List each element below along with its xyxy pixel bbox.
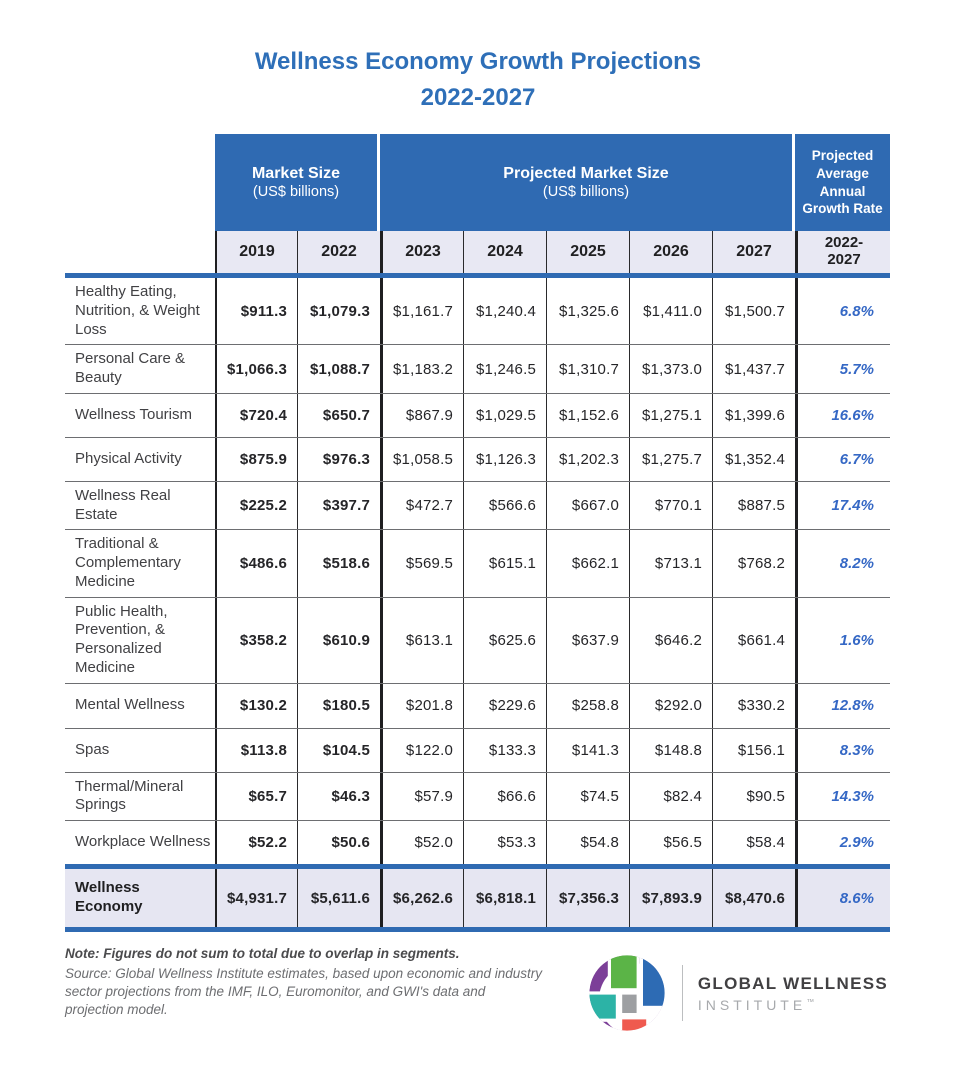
value-2027: $887.5 xyxy=(712,482,795,530)
year-header-2026: 2026 xyxy=(629,231,712,273)
value-2023: $1,058.5 xyxy=(380,438,463,481)
value-2022: $180.5 xyxy=(297,684,380,728)
value-2019: $225.2 xyxy=(215,482,297,530)
sector-label: Public Health, Prevention, & Personalized Medicine xyxy=(75,602,168,676)
growth-rate: 1.6% xyxy=(795,598,890,683)
value-2024: $66.6 xyxy=(463,773,546,821)
header-market-size xyxy=(215,134,380,231)
year-header-2019: 2019 xyxy=(215,231,297,273)
value-2023: $472.7 xyxy=(380,482,463,530)
sector-label: Healthy Eating, Nutrition, & Weight Loss xyxy=(75,283,200,338)
value-2024: $1,029.5 xyxy=(463,394,546,437)
growth-rate: 2.9% xyxy=(795,821,890,864)
table-group-header xyxy=(65,134,890,231)
value-2024: $229.6 xyxy=(463,684,546,728)
value-2026: $56.5 xyxy=(629,821,712,864)
total-2026: $7,893.9 xyxy=(629,869,712,927)
gwi-logo-icon xyxy=(587,953,667,1033)
value-2019: $875.9 xyxy=(215,438,297,481)
value-2024: $1,240.4 xyxy=(463,278,546,344)
value-2022: $1,079.3 xyxy=(297,278,380,344)
total-2027: $8,470.6 xyxy=(712,869,795,927)
header-growth-rate: Projected Average Annual Growth Rate xyxy=(795,134,890,231)
growth-rate: 5.7% xyxy=(795,345,890,393)
footnote-source: Source: Global Wellness Institute estimates, based upon economic and industry sector projections from the IMF, ILO, Euromonitor, and GWI's data and projection model. xyxy=(65,966,543,1018)
value-2026: $148.8 xyxy=(629,729,712,772)
value-2025: $74.5 xyxy=(546,773,629,821)
value-2026: $770.1 xyxy=(629,482,712,530)
value-2023: $569.5 xyxy=(380,530,463,596)
sector-label: Mental Wellness xyxy=(75,696,185,714)
total-2022: $5,611.6 xyxy=(297,869,380,927)
footnote-note: Note: Figures do not sum to total due to overlap in segments. xyxy=(65,946,460,961)
year-header-2024: 2024 xyxy=(463,231,546,273)
value-2023: $867.9 xyxy=(380,394,463,437)
infographic-canvas xyxy=(0,44,956,1068)
value-2026: $1,373.0 xyxy=(629,345,712,393)
value-2019: $113.8 xyxy=(215,729,297,772)
value-2022: $610.9 xyxy=(297,598,380,683)
value-2027: $156.1 xyxy=(712,729,795,772)
value-2022: $650.7 xyxy=(297,394,380,437)
growth-rate: 8.3% xyxy=(795,729,890,772)
sector-label: Physical Activity xyxy=(75,449,182,467)
value-2026: $292.0 xyxy=(629,684,712,728)
value-2027: $330.2 xyxy=(712,684,795,728)
growth-rate: 12.8% xyxy=(795,684,890,728)
table-bottom-rule xyxy=(65,927,890,932)
value-2027: $58.4 xyxy=(712,821,795,864)
header-market-size-title: Market Size xyxy=(251,165,341,182)
gwi-logo xyxy=(587,953,890,1033)
sector-label: Thermal/Mineral Springs xyxy=(75,777,184,814)
value-2026: $82.4 xyxy=(629,773,712,821)
sector-label: Spas xyxy=(75,740,110,758)
value-2022: $50.6 xyxy=(297,821,380,864)
value-2026: $1,411.0 xyxy=(629,278,712,344)
value-2019: $52.2 xyxy=(215,821,297,864)
header-projected-market-size xyxy=(380,134,795,231)
total-2023: $6,262.6 xyxy=(380,869,463,927)
value-2026: $1,275.1 xyxy=(629,394,712,437)
value-2025: $662.1 xyxy=(546,530,629,596)
logo-subname xyxy=(698,997,888,1013)
total-2019: $4,931.7 xyxy=(215,869,297,927)
sector-label: Wellness Tourism xyxy=(75,405,192,423)
table-row xyxy=(65,597,890,683)
value-2023: $613.1 xyxy=(380,598,463,683)
logo-name: GLOBAL WELLNESS xyxy=(697,973,888,993)
table-row xyxy=(65,820,890,864)
projections-table xyxy=(65,134,890,932)
table-row xyxy=(65,728,890,772)
growth-rate: 6.8% xyxy=(795,278,890,344)
value-2027: $1,437.7 xyxy=(712,345,795,393)
logo-divider xyxy=(682,965,683,1021)
value-2024: $53.3 xyxy=(463,821,546,864)
growth-rate: 14.3% xyxy=(795,773,890,821)
value-2019: $720.4 xyxy=(215,394,297,437)
value-2023: $52.0 xyxy=(380,821,463,864)
value-2022: $104.5 xyxy=(297,729,380,772)
value-2025: $141.3 xyxy=(546,729,629,772)
logo-subname-text: INSTITUTE xyxy=(697,996,807,1013)
total-growth-rate: 8.6% xyxy=(795,869,890,927)
year-header-spacer xyxy=(65,231,215,273)
growth-rate: 16.6% xyxy=(795,394,890,437)
value-2025: $1,310.7 xyxy=(546,345,629,393)
value-2027: $1,399.6 xyxy=(712,394,795,437)
value-2025: $1,152.6 xyxy=(546,394,629,437)
growth-rate: 6.7% xyxy=(795,438,890,481)
value-2027: $90.5 xyxy=(712,773,795,821)
value-2024: $133.3 xyxy=(463,729,546,772)
header-projected-subtitle: (US$ billions) xyxy=(542,184,630,200)
value-2025: $54.8 xyxy=(546,821,629,864)
value-2023: $1,161.7 xyxy=(380,278,463,344)
table-row xyxy=(65,529,890,596)
value-2019: $911.3 xyxy=(215,278,297,344)
value-2022: $1,088.7 xyxy=(297,345,380,393)
footer xyxy=(65,945,890,1033)
value-2024: $615.1 xyxy=(463,530,546,596)
table-row xyxy=(65,344,890,393)
growth-rate: 17.4% xyxy=(795,482,890,530)
year-header-2022: 2022 xyxy=(297,231,380,273)
value-2026: $646.2 xyxy=(629,598,712,683)
value-2025: $637.9 xyxy=(546,598,629,683)
year-header-row xyxy=(65,231,890,273)
value-2025: $1,325.6 xyxy=(546,278,629,344)
value-2019: $130.2 xyxy=(215,684,297,728)
value-2026: $1,275.7 xyxy=(629,438,712,481)
value-2019: $1,066.3 xyxy=(215,345,297,393)
value-2024: $1,126.3 xyxy=(463,438,546,481)
total-row xyxy=(65,869,890,927)
logo-wordmark xyxy=(698,974,888,1013)
value-2022: $46.3 xyxy=(297,773,380,821)
year-header-2027: 2027 xyxy=(712,231,795,273)
value-2027: $1,500.7 xyxy=(712,278,795,344)
sector-label: Traditional & Complementary Medicine xyxy=(75,535,181,590)
header-projected-title: Projected Market Size xyxy=(503,165,669,182)
year-header-2023: 2023 xyxy=(380,231,463,273)
value-2024: $566.6 xyxy=(463,482,546,530)
table-row xyxy=(65,278,890,344)
value-2019: $65.7 xyxy=(215,773,297,821)
sector-label: Workplace Wellness xyxy=(75,833,211,851)
value-2025: $258.8 xyxy=(546,684,629,728)
value-2022: $397.7 xyxy=(297,482,380,530)
value-2025: $1,202.3 xyxy=(546,438,629,481)
total-2025: $7,356.3 xyxy=(546,869,629,927)
value-2022: $976.3 xyxy=(297,438,380,481)
value-2023: $201.8 xyxy=(380,684,463,728)
year-header-2025: 2025 xyxy=(546,231,629,273)
value-2023: $1,183.2 xyxy=(380,345,463,393)
value-2027: $1,352.4 xyxy=(712,438,795,481)
value-2023: $57.9 xyxy=(380,773,463,821)
value-2019: $358.2 xyxy=(215,598,297,683)
value-2027: $768.2 xyxy=(712,530,795,596)
value-2024: $625.6 xyxy=(463,598,546,683)
growth-period-line1: 2022- xyxy=(824,234,864,252)
value-2024: $1,246.5 xyxy=(463,345,546,393)
footnotes xyxy=(65,945,570,1019)
total-2024: $6,818.1 xyxy=(463,869,546,927)
value-2027: $661.4 xyxy=(712,598,795,683)
sector-label: Personal Care & Beauty xyxy=(75,350,186,386)
value-2026: $713.1 xyxy=(629,530,712,596)
trademark-symbol: ™ xyxy=(806,996,815,1006)
value-2022: $518.6 xyxy=(297,530,380,596)
table-row xyxy=(65,481,890,530)
value-2025: $667.0 xyxy=(546,482,629,530)
value-2023: $122.0 xyxy=(380,729,463,772)
table-row xyxy=(65,437,890,481)
growth-rate: 8.2% xyxy=(795,530,890,596)
header-market-size-subtitle: (US$ billions) xyxy=(252,184,340,200)
page-title-line1: Wellness Economy Growth Projections xyxy=(254,48,702,75)
growth-period-line2: 2027 xyxy=(827,251,861,268)
growth-period-header xyxy=(795,231,890,273)
page-title xyxy=(0,44,956,116)
table-row xyxy=(65,772,890,821)
value-2019: $486.6 xyxy=(215,530,297,596)
table-row xyxy=(65,683,890,728)
total-label: Wellness Economy xyxy=(75,879,143,915)
sector-label: Wellness Real Estate xyxy=(75,486,171,523)
table-row xyxy=(65,393,890,437)
page-title-line2: 2022-2027 xyxy=(420,84,536,111)
